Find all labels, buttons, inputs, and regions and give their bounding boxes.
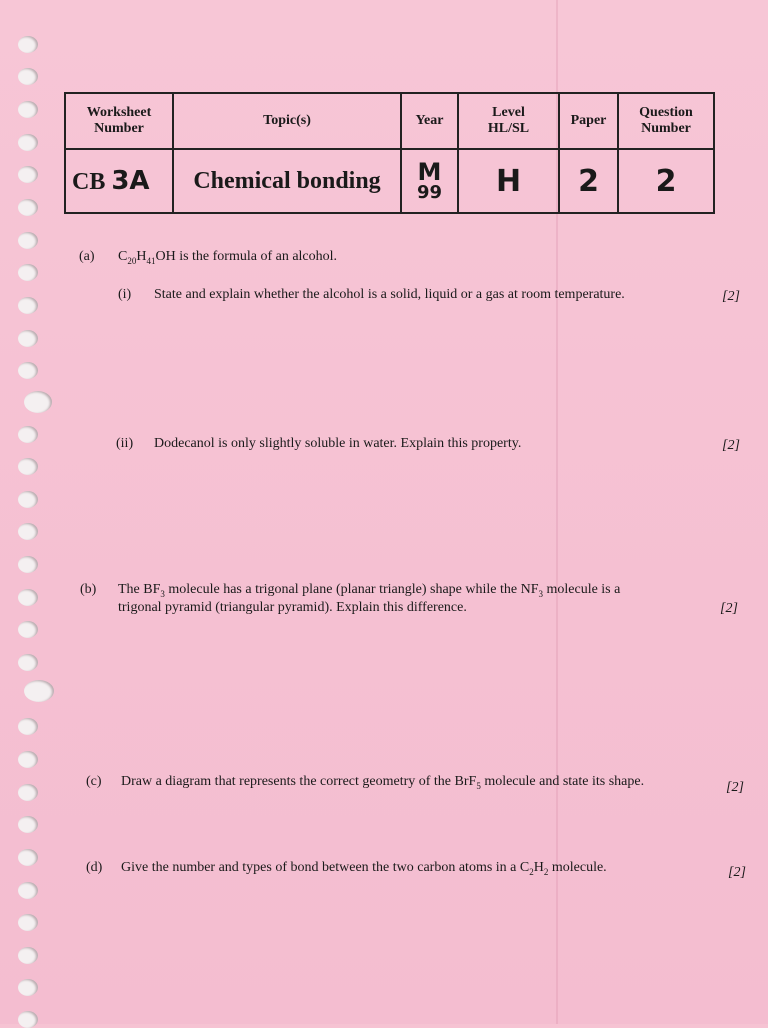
binder-hole xyxy=(18,784,38,801)
binder-hole xyxy=(18,979,38,996)
formula-h: H xyxy=(136,249,147,264)
binder-hole xyxy=(18,947,38,964)
formula-sub: 2 xyxy=(529,866,534,877)
binder-hole xyxy=(18,1011,38,1028)
binder-hole xyxy=(18,426,38,443)
formula-sub: 5 xyxy=(476,780,481,791)
formula-c: C xyxy=(118,249,128,264)
binder-hole xyxy=(18,882,38,899)
binder-hole xyxy=(18,621,38,638)
question-d-stem: Give the number and types of bond between the two carbon atoms in a C xyxy=(121,860,530,875)
formula-sub: 3 xyxy=(160,588,165,599)
topic-value: Chemical bonding xyxy=(173,149,401,213)
binder-holes xyxy=(18,36,40,1026)
question-a-text xyxy=(118,249,337,266)
binder-hole-torn xyxy=(24,680,54,702)
year-cell xyxy=(401,149,458,213)
binder-hole xyxy=(18,589,38,606)
question-b-marks: [2] xyxy=(720,601,738,616)
binder-hole xyxy=(18,751,38,768)
question-b-text: The BF xyxy=(118,582,161,597)
header-paper: Paper xyxy=(559,93,618,149)
header-year: Year xyxy=(401,93,458,149)
binder-hole-torn xyxy=(24,391,52,413)
worksheet-code: 3A xyxy=(111,166,150,196)
binder-hole xyxy=(18,330,38,347)
binder-hole xyxy=(18,849,38,866)
binder-hole xyxy=(18,166,38,183)
question-a-i-marks: [2] xyxy=(722,289,740,304)
formula-sub: 2 xyxy=(543,866,549,877)
worksheet-header-table xyxy=(64,92,715,214)
binder-hole xyxy=(18,232,38,249)
question-b-text: molecule is a xyxy=(542,582,621,597)
header-question-number: Question Number xyxy=(618,93,714,149)
question-c-label: (c) xyxy=(86,774,102,789)
question-c-stem: Draw a diagram that represents the correct geometry of the BrF xyxy=(121,774,477,789)
binder-hole xyxy=(18,491,38,508)
header-level: Level HL/SL xyxy=(458,93,559,149)
binder-hole xyxy=(18,523,38,540)
question-a-label: (a) xyxy=(79,249,95,264)
binder-hole xyxy=(18,914,38,931)
binder-hole xyxy=(18,264,38,281)
question-c-text xyxy=(121,774,644,791)
question-a-stem: OH is the formula of an alcohol. xyxy=(155,249,338,264)
question-d-stem: molecule. xyxy=(548,860,607,875)
question-b-line2: trigonal pyramid (triangular pyramid). Explain this difference. xyxy=(118,600,467,615)
binder-hole xyxy=(18,718,38,735)
binder-hole xyxy=(18,556,38,573)
header-topics: Topic(s) xyxy=(173,93,401,149)
formula-sub: 41 xyxy=(146,255,156,266)
question-b-line1 xyxy=(118,582,620,599)
question-a-ii-marks: [2] xyxy=(722,438,740,453)
binder-hole xyxy=(18,458,38,475)
worksheet-prefix: CB xyxy=(72,169,106,195)
header-worksheet-number: Worksheet Number xyxy=(65,93,173,149)
question-d-label: (d) xyxy=(86,860,103,875)
question-b-label: (b) xyxy=(80,582,97,597)
question-a-ii-label: (ii) xyxy=(116,436,134,451)
binder-hole xyxy=(18,297,38,314)
level-value: H xyxy=(458,149,559,213)
formula-sub: 20 xyxy=(127,255,137,266)
binder-hole xyxy=(18,134,38,151)
question-b-text: molecule has a trigonal plane (planar triangle) shape while the NF xyxy=(164,582,539,597)
question-d-marks: [2] xyxy=(728,865,746,880)
binder-hole xyxy=(18,816,38,833)
binder-hole xyxy=(18,101,38,118)
binder-hole xyxy=(18,36,38,53)
question-number-value: 2 xyxy=(618,149,714,213)
question-c-marks: [2] xyxy=(726,780,744,795)
formula-sub: 3 xyxy=(538,588,543,599)
binder-hole xyxy=(18,199,38,216)
worksheet-number-cell xyxy=(65,149,173,213)
question-a-ii-text: Dodecanol is only slightly soluble in water. Explain this property. xyxy=(154,436,522,451)
question-c-stem: molecule and state its shape. xyxy=(480,774,645,789)
question-a-i-label: (i) xyxy=(118,287,132,302)
binder-hole xyxy=(18,362,38,379)
question-d-text xyxy=(121,860,607,877)
year-number: 99 xyxy=(416,182,443,203)
question-a-i-text: State and explain whether the alcohol is a solid, liquid or a gas at room temperature. xyxy=(154,287,625,302)
binder-hole xyxy=(18,68,38,85)
formula-h: H xyxy=(533,860,544,875)
binder-hole xyxy=(18,654,38,671)
paper-value: 2 xyxy=(559,149,618,213)
year-month: M xyxy=(417,158,442,186)
